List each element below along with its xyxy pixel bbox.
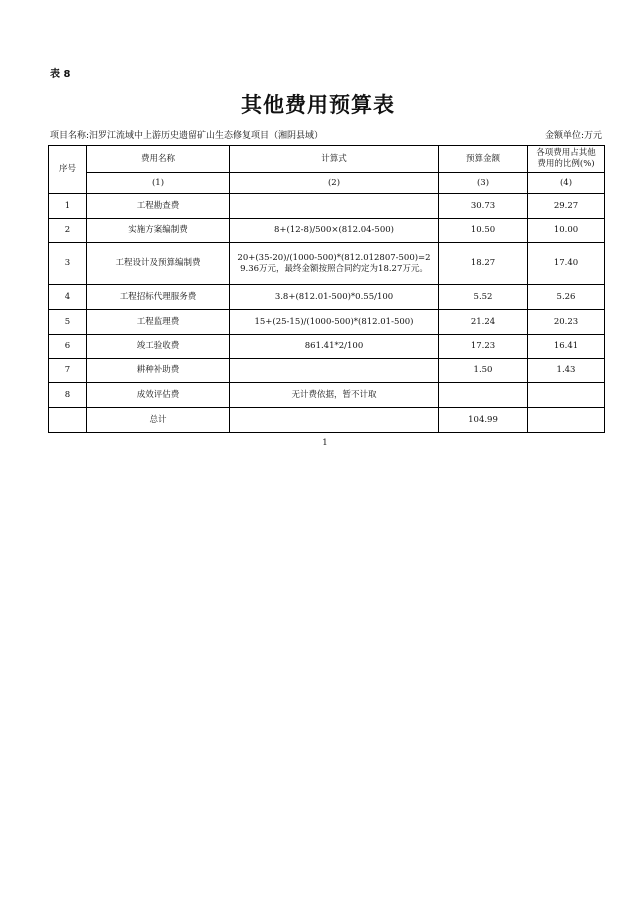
total-seq: [49, 408, 87, 433]
row-seq: 1: [49, 194, 87, 219]
row-ratio: 10.00: [528, 219, 605, 243]
table-row: [49, 243, 605, 285]
row-formula: 3.8+(812.01-500)*0.55/100: [230, 285, 439, 310]
row-amount: 30.73: [439, 194, 528, 219]
header-seq: 序号: [49, 146, 87, 194]
row-formula: 15+(25-15)/(1000-500)*(812.01-500): [230, 310, 439, 335]
total-formula: [230, 408, 439, 433]
project-name: 项目名称:汨罗江流域中上游历史遗留矿山生态修复项目（湘阴县域）: [50, 131, 324, 141]
row-amount: 10.50: [439, 219, 528, 243]
table-row: [49, 285, 605, 310]
row-ratio: 17.40: [528, 243, 605, 285]
header-amount: 预算金额: [439, 146, 528, 173]
row-seq: 7: [49, 359, 87, 383]
row-name: 工程监理费: [87, 310, 230, 335]
total-amount: 104.99: [439, 408, 528, 433]
table-row: [49, 310, 605, 335]
page-number: 1: [322, 438, 328, 448]
row-ratio: 16.41: [528, 335, 605, 359]
row-name: 成效评估费: [87, 383, 230, 408]
row-seq: 5: [49, 310, 87, 335]
row-formula: [230, 194, 439, 219]
column-index-row: [49, 173, 605, 194]
page-title: 其他费用预算表: [241, 93, 395, 117]
row-name: 耕种补助费: [87, 359, 230, 383]
row-amount: 21.24: [439, 310, 528, 335]
row-name: 实施方案编制费: [87, 219, 230, 243]
table-row: [49, 335, 605, 359]
row-seq: 4: [49, 285, 87, 310]
row-name: 工程招标代理服务费: [87, 285, 230, 310]
table-row: [49, 194, 605, 219]
table-number-label: 表 8: [50, 69, 71, 80]
header-formula: 计算式: [230, 146, 439, 173]
row-name: 工程设计及预算编制费: [87, 243, 230, 285]
table-row: [49, 359, 605, 383]
amount-unit: 金额单位:万元: [544, 131, 602, 141]
row-seq: 8: [49, 383, 87, 408]
header-ratio-line1: 各项费用占其他: [536, 148, 596, 158]
row-amount: [439, 383, 528, 408]
row-amount: 5.52: [439, 285, 528, 310]
row-amount: 17.23: [439, 335, 528, 359]
header-ratio: [528, 146, 605, 173]
row-name: 工程勘查费: [87, 194, 230, 219]
row-seq: 2: [49, 219, 87, 243]
col-index-4: (4): [528, 173, 605, 194]
total-ratio: [528, 408, 605, 433]
table-row: [49, 219, 605, 243]
budget-table: [48, 145, 605, 433]
col-index-2: (2): [230, 173, 439, 194]
header-ratio-line2: 费用的比例(%): [537, 159, 595, 169]
total-label: 总计: [87, 408, 230, 433]
col-index-1: (1): [87, 173, 230, 194]
row-formula: 8+(12-8)/500×(812.04-500): [230, 219, 439, 243]
row-ratio: [528, 383, 605, 408]
row-seq: 6: [49, 335, 87, 359]
row-ratio: 1.43: [528, 359, 605, 383]
total-row: [49, 408, 605, 433]
header-name: 费用名称: [87, 146, 230, 173]
row-ratio: 5.26: [528, 285, 605, 310]
row-formula: 861.41*2/100: [230, 335, 439, 359]
col-index-3: (3): [439, 173, 528, 194]
row-name: 竣工验收费: [87, 335, 230, 359]
row-formula: [230, 359, 439, 383]
row-ratio: 20.23: [528, 310, 605, 335]
header-row: [49, 146, 605, 173]
row-seq: 3: [49, 243, 87, 285]
table-row: [49, 383, 605, 408]
row-amount: 18.27: [439, 243, 528, 285]
row-ratio: 29.27: [528, 194, 605, 219]
row-amount: 1.50: [439, 359, 528, 383]
row-formula: 无计费依据，暂不计取: [230, 383, 439, 408]
row-formula: 20+(35-20)/(1000-500)*(812.012807-500)=29.36万元，最终金额按照合同约定为18.27万元。: [230, 243, 439, 285]
